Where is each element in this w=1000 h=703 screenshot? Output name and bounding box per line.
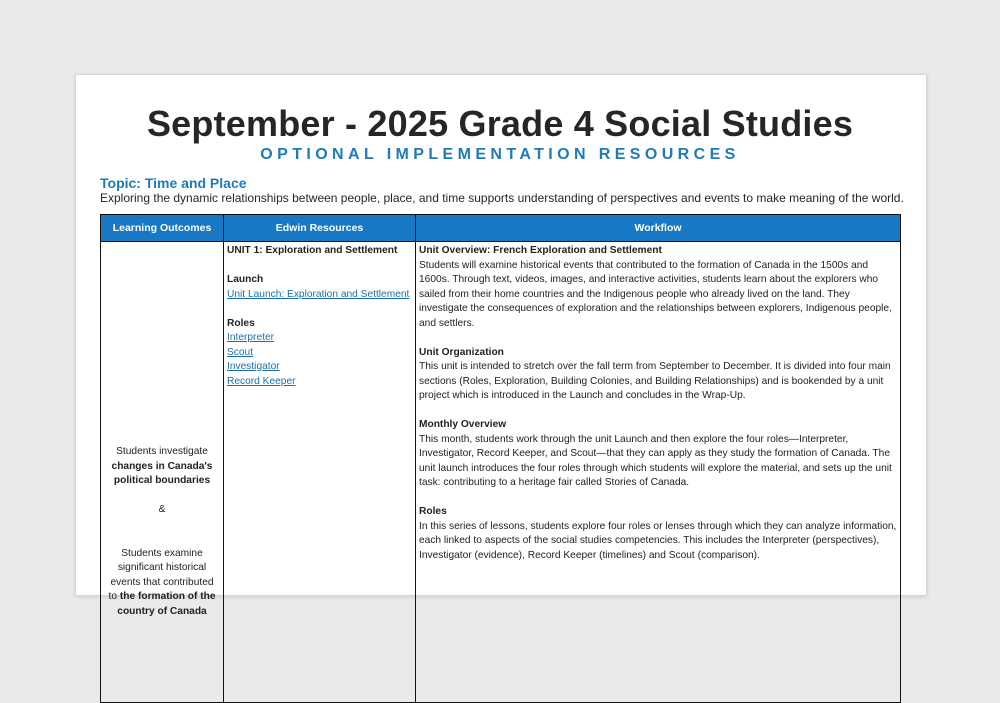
page-subtitle: OPTIONAL IMPLEMENTATION RESOURCES — [260, 146, 740, 163]
header-edwin-resources: Edwin Resources — [224, 215, 416, 242]
outcome-2-bold: the formation of the country of Canada — [117, 591, 216, 617]
header-workflow: Workflow — [416, 215, 901, 242]
outcome-separator: & — [158, 504, 166, 515]
topic-heading: Topic: Time and Place — [100, 175, 247, 191]
record-keeper-link[interactable]: Record Keeper — [227, 375, 296, 387]
unit-launch-link[interactable]: Unit Launch: Exploration and Settlement — [227, 288, 410, 300]
workflow-section-monthly-overview — [419, 418, 897, 491]
workflow-heading: Unit Overview: French Exploration and Settlement — [419, 245, 662, 256]
workflow-cell — [416, 242, 901, 703]
outcome-2 — [105, 547, 219, 620]
outcome-1-bold: changes in Canada's political boundaries — [111, 460, 213, 486]
outcome-1 — [105, 445, 219, 489]
edwin-resources-cell — [224, 242, 416, 703]
table-row — [101, 242, 901, 703]
topic-description: Exploring the dynamic relationships between people, place, and time supports understanding of perspectives and events to make meaning of the world. — [100, 191, 904, 205]
unit-title: UNIT 1: Exploration and Settlement — [227, 245, 398, 256]
workflow-heading: Unit Organization — [419, 346, 504, 358]
workflow-body: Students will examine historical events that contributed to the formation of Canada in the 1500s and 1600s. Through text, videos, images, and interactive activities, students learn about the explorers who sailed from their home countries and the Indigenous people who already lived on the land. They investigate the consequences of exploration and the relationships between explorers, Indigenous people, and settlers. — [419, 259, 892, 329]
curriculum-table — [100, 214, 901, 703]
table-header-row — [101, 215, 901, 242]
workflow-body: This unit is intended to stretch over the fall term from September to December. It is divided into four main sections (Roles, Exploration, Building Colonies, and Building Relationships) and is bookended by a unit project which is introduced in the Launch and concludes in the Wrap-Up. — [419, 361, 891, 401]
workflow-section-roles — [419, 505, 897, 563]
page-title: September - 2025 Grade 4 Social Studies — [146, 103, 854, 144]
workflow-heading: Monthly Overview — [419, 419, 507, 430]
header-learning-outcomes: Learning Outcomes — [101, 215, 224, 242]
outcome-1-text: Students investigate — [116, 446, 208, 457]
investigator-link[interactable]: Investigator — [227, 361, 280, 372]
workflow-section-unit-organization — [419, 346, 897, 404]
scout-link[interactable]: Scout — [227, 346, 254, 358]
workflow-heading: Roles — [419, 506, 447, 517]
learning-outcomes-cell — [101, 242, 224, 703]
interpreter-link[interactable]: Interpreter — [227, 332, 274, 343]
outcome-2-text: Students examine significant historical events that contributed to — [108, 547, 214, 602]
launch-heading: Launch — [227, 274, 264, 285]
workflow-body: In this series of lessons, students explore four roles or lenses through which they can analyze information, each linked to aspects of the social studies competencies. This includes the Interpreter (perspectives), Investigator (evidence), Record Keeper (timelines) and Scout (comparison). — [419, 520, 897, 561]
roles-heading: Roles — [227, 317, 255, 329]
workflow-body: This month, students work through the unit Launch and then explore the four roles—Interpreter, Investigator, Record Keeper, and Scout—that they can apply as they study the formation of Canada. The unit launch introduces the four roles through which students will explore the material, and sets up the unit task: contributing to a heritage fair called Stories of Canada. — [419, 433, 892, 488]
workflow-section-unit-overview — [419, 244, 897, 331]
